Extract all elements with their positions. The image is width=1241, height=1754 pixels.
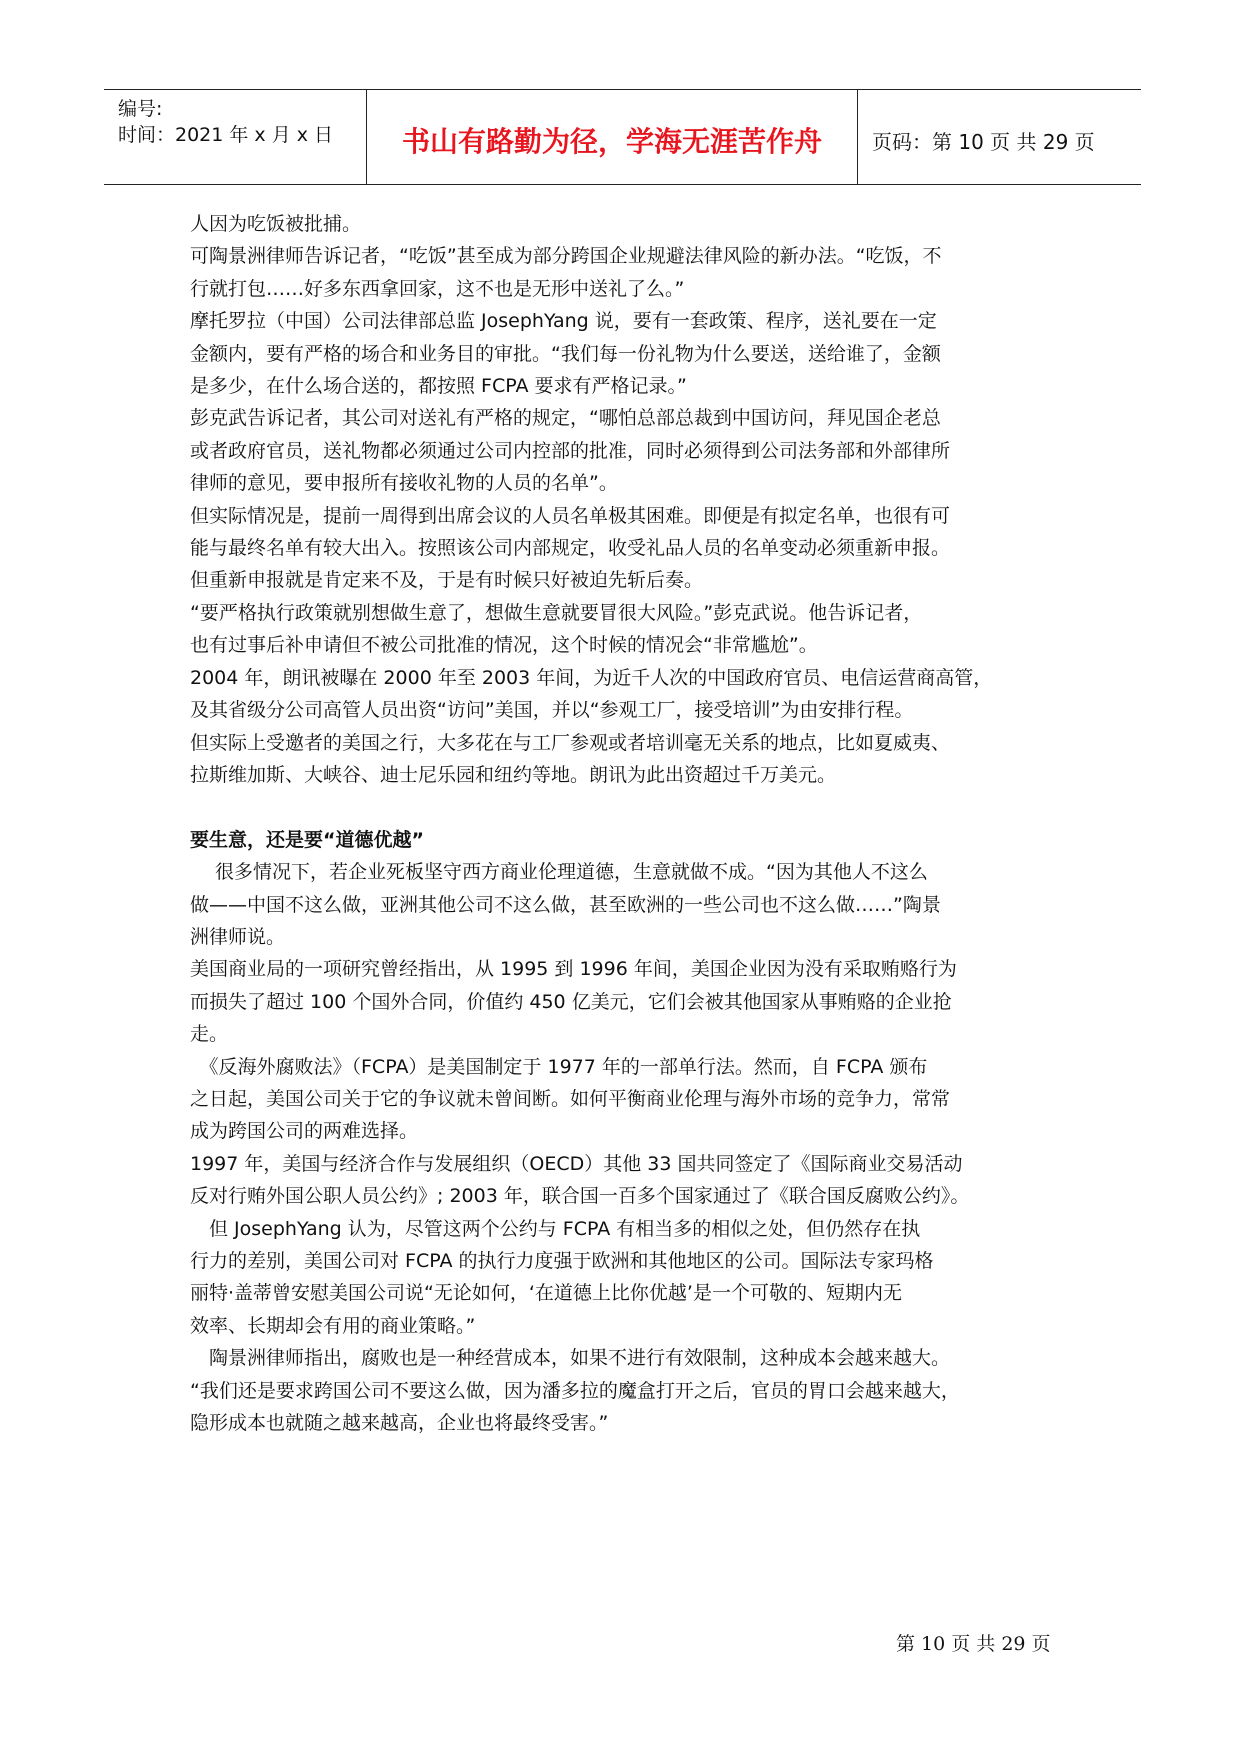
text-line: “我们还是要求跨国公司不要这么做，因为潘多拉的魔盒打开之后，官员的胃口会越来越大， [190, 1379, 960, 1402]
text-line: 彭克武告诉记者，其公司对送礼有严格的规定，“哪怕总部总裁到中国访问，拜见国企老总 [190, 407, 941, 430]
text-line: 但实际情况是，提前一周得到出席会议的人员名单极其困难。即便是有拟定名单，也很有可 [190, 504, 951, 527]
text-line: 1997 年，美国与经济合作与发展组织（OECD）其他 33 国共同签定了《国际商业交易活动 [190, 1152, 963, 1175]
text-line: 拉斯维加斯、大峡谷、迪士尼乐园和纽约等地。朗讯为此出资超过千万美元。 [190, 763, 837, 786]
text-line: 2004 年，朗讯被曝在 2000 年至 2003 年间，为近千人次的中国政府官员、电信运营商高管， [190, 666, 993, 689]
page-header [104, 89, 1141, 185]
text-line: 可陶景洲律师告诉记者，“吃饭”甚至成为部分跨国企业规避法律风险的新办法。“吃饭，不 [190, 245, 942, 268]
text-line: 成为跨国公司的两难选择。 [190, 1120, 419, 1143]
section-heading: 要生意，还是要“道德优越” [190, 828, 424, 851]
text-line: 效率、长期却会有用的商业策略。” [190, 1314, 476, 1337]
document-number-label: 编号: [118, 98, 163, 120]
text-line: 行力的差别，美国公司对 FCPA 的执行力度强于欧洲和其他地区的公司。国际法专家玛格 [190, 1249, 934, 1272]
text-line: “要严格执行政策就别想做生意了，想做生意就要冒很大风险。”彭克武说。他告诉记者， [190, 601, 923, 624]
section-spacer [190, 791, 1070, 823]
header-page-code: 页码：第 10 页 共 29 页 [872, 130, 1095, 154]
text-line: 美国商业局的一项研究曾经指出，从 1995 到 1996 年间，美国企业因为没有采取贿赂行为 [190, 958, 957, 981]
header-motto: 书山有路勤为径，学海无涯苦作舟 [401, 125, 822, 158]
page-footer: 第 10 页 共 29 页 [896, 1633, 1051, 1655]
text-line: 人因为吃饭被批捕。 [190, 213, 362, 235]
text-line: 但重新申报就是肯定来不及，于是有时候只好被迫先斩后奏。 [190, 569, 704, 592]
body-block-1 [190, 208, 1070, 791]
text-line: 很多情况下，若企业死板坚守西方商业伦理道德，生意就做不成。“因为其他人不这么 [190, 861, 928, 884]
text-line: 能与最终名单有较大出入。按照该公司内部规定，收受礼品人员的名单变动必须重新申报。 [190, 537, 951, 560]
text-line: 但实际上受邀者的美国之行，大多花在与工厂参观或者培训毫无关系的地点，比如夏威夷、 [190, 731, 951, 754]
document-body [190, 208, 1070, 1439]
text-line: 而损失了超过 100 个国外合同，价值约 450 亿美元，它们会被其他国家从事贿赂的企业抢 [190, 990, 952, 1013]
text-line: 摩托罗拉（中国）公司法律部总监 JosephYang 说，要有一套政策、程序，送礼要在一定 [190, 310, 937, 333]
text-line: 洲律师说。 [190, 925, 286, 948]
text-line: 也有过事后补申请但不被公司批准的情况，这个时候的情况会“非常尴尬”。 [190, 634, 818, 657]
text-line: 及其省级分公司高管人员出资“访问”美国，并以“参观工厂，接受培训”为由安排行程。 [190, 699, 914, 722]
text-line: 丽特·盖蒂曾安慰美国公司说“无论如何，‘在道德上比你优越’是一个可敬的、短期内无 [190, 1282, 902, 1305]
text-line: 金额内，要有严格的场合和业务目的审批。“我们每一份礼物为什么要送，送给谁了，金额 [190, 342, 941, 365]
text-line: 但 JosephYang 认为，尽管这两个公约与 FCPA 有相当多的相似之处，但仍然存在执 [190, 1217, 921, 1240]
header-right-cell [858, 90, 1141, 184]
text-line: 陶景洲律师指出，腐败也是一种经营成本，如果不进行有效限制，这种成本会越来越大。 [190, 1347, 951, 1370]
document-time: 时间：2021 年 x 月 x 日 [118, 124, 334, 146]
text-line: 隐形成本也就随之越来越高，企业也将最终受害。” [190, 1412, 609, 1435]
text-line: 或者政府官员，送礼物都必须通过公司内控部的批准，同时必须得到公司法务部和外部律所 [190, 439, 951, 462]
text-line: 行就打包……好多东西拿回家，这不也是无形中送礼了么。” [190, 277, 685, 300]
text-line: 之日起，美国公司关于它的争议就未曾间断。如何平衡商业伦理与海外市场的竞争力，常常 [190, 1087, 951, 1110]
text-line: 律师的意见，要申报所有接收礼物的人员的名单”。 [190, 472, 618, 495]
text-line: 反对行贿外国公职人员公约》; 2003 年，联合国一百多个国家通过了《联合国反腐败公约》。 [190, 1185, 970, 1208]
header-left-cell [104, 90, 367, 184]
body-block-2 [190, 856, 1070, 1439]
header-middle-cell [367, 90, 858, 184]
text-line: 《反海外腐败法》（FCPA）是美国制定于 1977 年的一部单行法。然而，自 FCPA 颁布 [190, 1055, 928, 1078]
text-line: 做——中国不这么做，亚洲其他公司不这么做，甚至欧洲的一些公司也不这么做……”陶景 [190, 893, 941, 916]
text-line: 是多少，在什么场合送的，都按照 FCPA 要求有严格记录。” [190, 375, 687, 398]
text-line: 走。 [190, 1023, 229, 1046]
